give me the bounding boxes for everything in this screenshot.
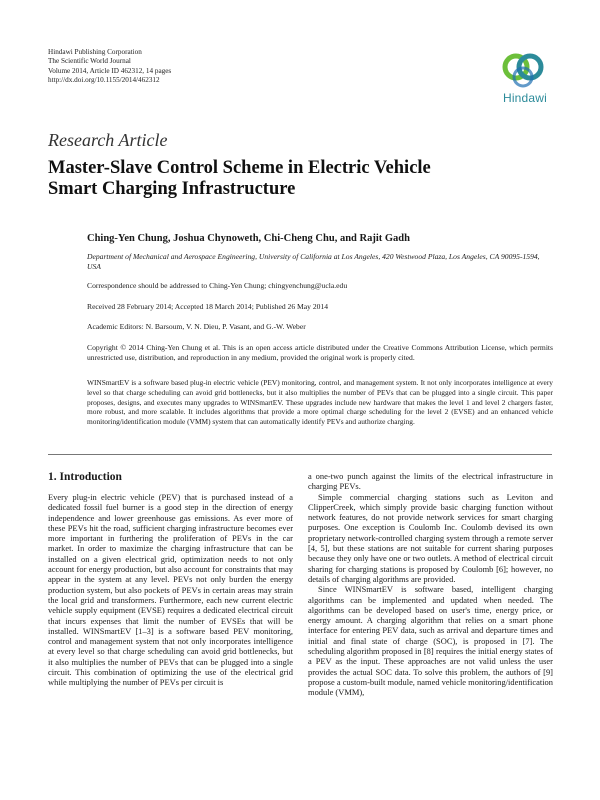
article-type: Research Article [48, 130, 168, 150]
abstract-text: WINSmartEV is a software based plug-in electric vehicle (PEV) monitoring, control, and management system. It not only incorporates intelligence at every level so that charge scheduling can avoid grid bottlenecks, but it also multiplies the number of PEVs that can be plugged into a single circuit. This paper proposes, designs, and executes many upgrades to WINSmartEV. These upgrades include new hardware that makes the level 1 and level 2 chargers faster, more robust, and more scalable. It includes algorithms that provide a more optimal charge scheduling for the level 2 (EVSE) and an enhanced vehicle monitoring/identification module (VMM) system that can automatically identify PEVs and authorize charging. [87, 378, 553, 427]
affiliation: Department of Mechanical and Aerospace Engineering, University of California at Los Angeles, 420 Westwood Plaza, Los Angeles, CA 90095-1594, USA [87, 252, 540, 271]
doi-link[interactable]: http://dx.doi.org/10.1155/2014/462312 [48, 76, 160, 85]
intro-paragraph-1: Every plug-in electric vehicle (PEV) that is purchased instead of a dedicated fossil fuel burner is a good step in the direction of energy independence and lower greenhouse gas emissions. As ever more of these PEVs hit the road, sufficient charging infrastructure becomes ever more important in furthering the proliferation of PEVs in the car market. In order to maximize the charging infrastructure that can be installed on a given electrical grid, optimization needs to not only account for energy production, but also account for constraints that may appear in the system at any level. PEVs not only burden the energy production system, but also pockets of PEVs in certain areas may strain the local grid and transformers. Furthermore, each new current electric vehicle supply equipment (EVSE) requires a dedicated electrical circuit that incurs expenses that limit the number of EVSEs that will be installed. WINSmartEV [1–3] is a software based PEV monitoring, control and management system that not only incorporates intelligence at every level so that charge scheduling can avoid grid bottlenecks, but it also multiplies the number of PEVs that can be plugged into a single circuit. This combination of optimizing the use of the electrical grid while multiplying the number of PEVs per circuit is [48, 492, 293, 688]
intro-paragraph-3: Since WINSmartEV is software based, intelligent charging algorithms can be implemented and updated when needed. The algorithms can be developed based on user's time, energy price, or energy amount. A charging algorithm that relies on a smart phone interface for entering PEV data, such as arrival and departure times and initial and final state of charge (SOC), is proposed in [7]. The scheduling algorithm proposed in [8] requires the initial energy states of a PEV as the input. These approaches are not valid unless the user provides the actual SOC data. To solve this problem, the authors of [9] propose a custom-built module, named vehicle monitoring/identification module (VMM), [308, 584, 553, 698]
correspondence-note: Correspondence should be addressed to Ching-Yen Chung; chingyenchung@ucla.edu [87, 281, 348, 290]
academic-editors: Academic Editors: N. Barsoum, V. N. Dieu, P. Vasant, and G.-W. Weber [87, 322, 306, 331]
right-column [308, 471, 553, 698]
section-divider [48, 454, 552, 455]
publisher-name: Hindawi Publishing Corporation [48, 48, 142, 56]
section-heading-introduction: 1. Introduction [48, 471, 122, 483]
volume-info: Volume 2014, Article ID 462312, 14 pages [48, 66, 172, 75]
author-list: Ching-Yen Chung, Joshua Chynoweth, Chi-Cheng Chu, and Rajit Gadh [87, 233, 410, 244]
journal-header [48, 48, 348, 86]
intro-paragraph-2: Simple commercial charging stations such as Leviton and ClipperCreek, which simply provide basic charging function without network features, do not provide network services for smart charging purposes. One exception is Coulomb Inc. Coulomb devised its own proprietary network-controlled charging system through a remote server [4, 5], but these stations are not suitable for current sharing purposes because they only have one or two outlets. A method of electrical circuit sharing for charging stations is proposed by Coulomb [6]; however, no details of charging algorithms are provided. [308, 491, 553, 584]
journal-name: The Scientific World Journal [48, 57, 131, 66]
left-column [48, 470, 293, 688]
logo-wordmark: Hindawi [502, 91, 548, 105]
intro-paragraph-continuation: a one-two punch against the limits of the electrical infrastructure in charging PEVs. [308, 471, 553, 492]
copyright-notice: Copyright © 2014 Ching-Yen Chung et al. This is an open access article distributed under the Creative Commons Attribution License, which permits unrestricted use, distribution, and reproduction in any medium, provided the original work is properly cited. [87, 343, 553, 362]
publication-dates: Received 28 February 2014; Accepted 18 March 2014; Published 26 May 2014 [87, 302, 329, 311]
paper-title: Master-Slave Control Scheme in Electric Vehicle Smart Charging Infrastructure [48, 158, 431, 199]
